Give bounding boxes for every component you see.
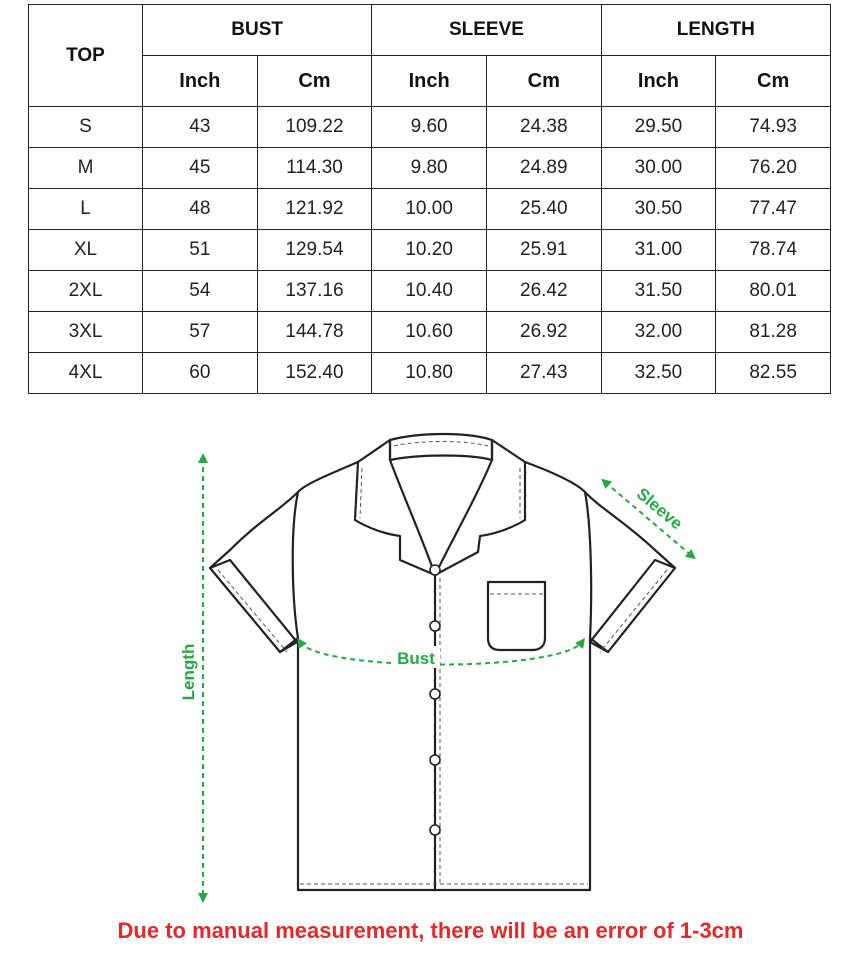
sleeve-cm-cell: 24.38 [486, 107, 601, 148]
size-cell: M [29, 148, 143, 189]
sleeve-label: Sleeve [632, 484, 687, 534]
size-cell: 2XL [29, 271, 143, 312]
sleeve-inch-cell: 10.60 [372, 312, 487, 353]
size-cell: 4XL [29, 353, 143, 394]
size-cell: XL [29, 230, 143, 271]
sleeve-cm-cell: 27.43 [486, 353, 601, 394]
bust-cm-cell: 144.78 [257, 312, 372, 353]
length-inch-cell: 32.00 [601, 312, 716, 353]
right-lapel [435, 440, 525, 575]
shirt-illustration [210, 434, 675, 890]
table-row [29, 107, 831, 148]
unit-header: Inch [601, 56, 716, 107]
sleeve-cm-cell: 26.42 [486, 271, 601, 312]
group-header-length: LENGTH [601, 5, 830, 56]
size-cell: 3XL [29, 312, 143, 353]
unit-header: Cm [716, 56, 831, 107]
left-sleeve-cuff [210, 560, 297, 652]
table-header-groups [29, 5, 831, 56]
bust-inch-cell: 45 [143, 148, 258, 189]
bust-inch-cell: 57 [143, 312, 258, 353]
sleeve-cm-cell: 26.92 [486, 312, 601, 353]
sleeve-inch-cell: 9.60 [372, 107, 487, 148]
table-row [29, 312, 831, 353]
length-cm-cell: 74.93 [716, 107, 831, 148]
bust-inch-cell: 51 [143, 230, 258, 271]
size-cell: S [29, 107, 143, 148]
sleeve-cm-cell: 24.89 [486, 148, 601, 189]
length-inch-cell: 29.50 [601, 107, 716, 148]
button [430, 825, 440, 835]
bust-inch-cell: 60 [143, 353, 258, 394]
unit-header: Cm [257, 56, 372, 107]
button [430, 621, 440, 631]
table-row [29, 148, 831, 189]
table-row [29, 271, 831, 312]
length-cm-cell: 82.55 [716, 353, 831, 394]
group-header-sleeve: SLEEVE [372, 5, 601, 56]
shirt-body-outline [210, 462, 675, 890]
bust-cm-cell: 121.92 [257, 189, 372, 230]
right-armhole [585, 492, 591, 638]
length-cm-cell: 80.01 [716, 271, 831, 312]
group-header-bust: BUST [143, 5, 372, 56]
table-row [29, 230, 831, 271]
sleeve-inch-cell: 10.20 [372, 230, 487, 271]
measurement-error-note: Due to manual measurement, there will be an error of 1-3cm [117, 918, 744, 943]
sleeve-inch-cell: 9.80 [372, 148, 487, 189]
length-inch-cell: 31.00 [601, 230, 716, 271]
table-row [29, 353, 831, 394]
length-inch-cell: 32.50 [601, 353, 716, 394]
size-chart-table [28, 4, 831, 394]
chest-pocket [488, 582, 545, 650]
sleeve-cm-cell: 25.40 [486, 189, 601, 230]
length-label: Length [179, 643, 198, 701]
bust-inch-cell: 48 [143, 189, 258, 230]
bust-inch-cell: 43 [143, 107, 258, 148]
bust-arrow-line [300, 642, 582, 665]
length-inch-cell: 31.50 [601, 271, 716, 312]
bust-label: Bust [397, 649, 435, 668]
length-inch-cell: 30.00 [601, 148, 716, 189]
left-armhole [293, 492, 298, 638]
right-sleeve-cuff [590, 560, 675, 652]
bust-cm-cell: 129.54 [257, 230, 372, 271]
sleeve-inch-cell: 10.40 [372, 271, 487, 312]
button [430, 755, 440, 765]
collar-band [390, 434, 492, 460]
button [430, 565, 440, 575]
length-cm-cell: 77.47 [716, 189, 831, 230]
unit-header: Inch [372, 56, 487, 107]
left-lapel [355, 440, 435, 575]
button [430, 689, 440, 699]
bust-inch-cell: 54 [143, 271, 258, 312]
table-row [29, 189, 831, 230]
unit-header: Inch [143, 56, 258, 107]
length-cm-cell: 78.74 [716, 230, 831, 271]
shirt-measurement-diagram [0, 410, 861, 910]
bust-cm-cell: 109.22 [257, 107, 372, 148]
bust-cm-cell: 114.30 [257, 148, 372, 189]
table-header-units [29, 56, 831, 107]
size-cell: L [29, 189, 143, 230]
corner-label: TOP [29, 5, 143, 107]
length-cm-cell: 81.28 [716, 312, 831, 353]
bust-cm-cell: 152.40 [257, 353, 372, 394]
sleeve-inch-cell: 10.80 [372, 353, 487, 394]
measurement-guides [203, 458, 692, 898]
sleeve-cm-cell: 25.91 [486, 230, 601, 271]
bust-cm-cell: 137.16 [257, 271, 372, 312]
unit-header: Cm [486, 56, 601, 107]
length-inch-cell: 30.50 [601, 189, 716, 230]
sleeve-inch-cell: 10.00 [372, 189, 487, 230]
length-cm-cell: 76.20 [716, 148, 831, 189]
